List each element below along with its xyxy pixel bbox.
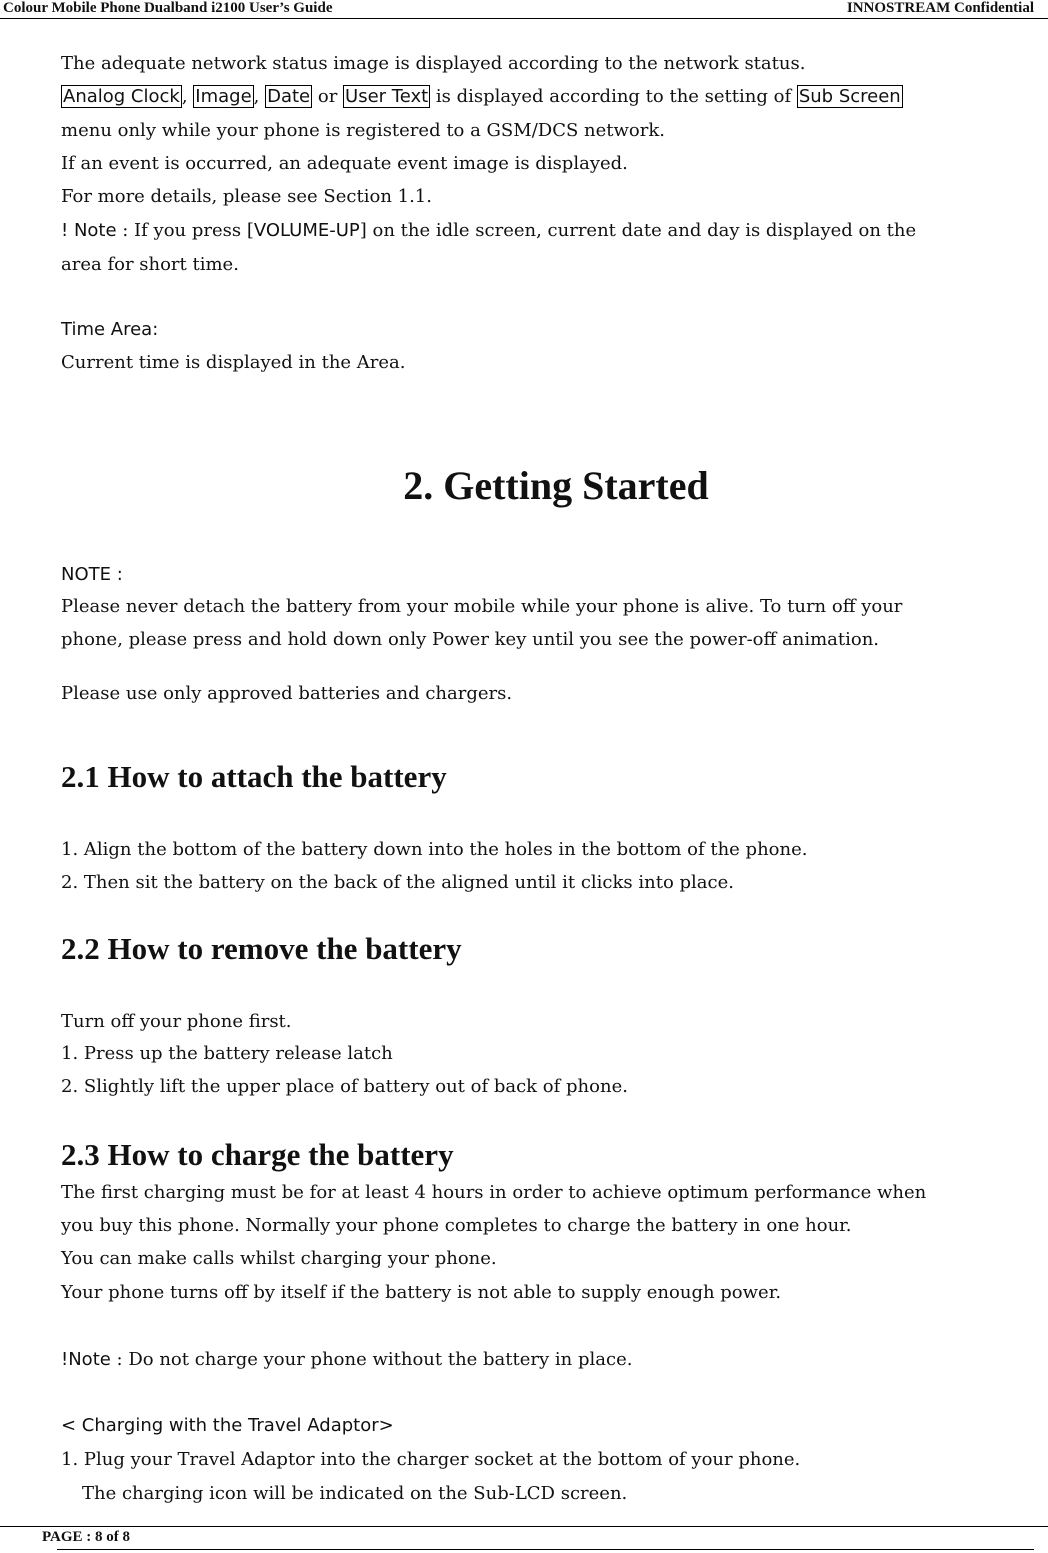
s23-line-4: Your phone turns off by itself if the battery is not able to supply enough power. [61, 1282, 782, 1303]
s23-note-label: !Note [61, 1349, 111, 1370]
note-block-line-1: Please never detach the battery from your mobile while your phone is alive. To turn off your [61, 596, 903, 617]
s23-note: !Note : Do not charge your phone without the battery in place. [61, 1349, 633, 1370]
s23-line-3: You can make calls whilst charging your phone. [61, 1248, 497, 1269]
note-block-line-2: phone, please press and hold down only Power key until you see the power-off animation. [61, 629, 880, 650]
intro-line-4: If an event is occurred, an adequate event image is displayed. [61, 153, 628, 174]
s22-line-2: 1. Press up the battery release latch [61, 1043, 393, 1064]
s23-line-1: The first charging must be for at least 4 hours in order to achieve optimum performance when [61, 1182, 927, 1203]
adaptor-heading: < Charging with the Travel Adaptor> [61, 1415, 394, 1436]
s22-line-1: Turn off your phone first. [61, 1011, 292, 1032]
intro-note-cont: area for short time. [61, 254, 239, 275]
s21-line-2: 2. Then sit the battery on the back of the aligned until it clicks into place. [61, 872, 734, 893]
page-header [0, 0, 1048, 19]
adaptor-line-1: 1. Plug your Travel Adaptor into the charger socket at the bottom of your phone. [61, 1449, 801, 1470]
s23-line-2: you buy this phone. Normally your phone completes to charge the battery in one hour. [61, 1215, 852, 1236]
intro-line-5: For more details, please see Section 1.1. [61, 186, 432, 207]
adaptor-line-2: The charging icon will be indicated on the Sub-LCD screen. [82, 1483, 628, 1504]
header-confidential: INNOSTREAM Confidential [846, 0, 1034, 16]
intro-line-2: Analog Clock , Image , Date or User Text is displayed according to the setting of Sub Screen [63, 86, 901, 107]
page-number: PAGE : 8 of 8 [42, 1529, 131, 1545]
intro-line-1: The adequate network status image is displayed according to the network status. [61, 53, 806, 74]
section-2-1-title: 2.1 How to attach the battery [61, 759, 447, 794]
option-date: Date [267, 86, 311, 107]
option-image: Image [195, 86, 252, 107]
note-label: ! Note [61, 220, 117, 241]
section-2-3-title: 2.3 How to charge the battery [61, 1137, 454, 1172]
s21-line-1: 1. Align the bottom of the battery down into the holes in the bottom of the phone. [61, 839, 808, 860]
volume-up-key: VOLUME-UP [253, 220, 360, 241]
chapter-title: 2. Getting Started [403, 463, 709, 508]
page-footer [0, 1526, 1048, 1553]
footer-rule [57, 1549, 1034, 1550]
option-user-text: User Text [345, 86, 429, 107]
s22-line-3: 2. Slightly lift the upper place of battery out of back of phone. [61, 1076, 628, 1097]
note-block-line-3: Please use only approved batteries and chargers. [61, 683, 513, 704]
header-title: Colour Mobile Phone Dualband i2100 User’s Guide [3, 0, 333, 16]
time-area-text: Current time is displayed in the Area. [61, 352, 406, 373]
section-2-2-title: 2.2 How to remove the battery [61, 931, 462, 966]
note-block-label: NOTE : [61, 564, 123, 585]
time-area-heading: Time Area: [61, 319, 159, 340]
intro-line-3: menu only while your phone is registered to a GSM/DCS network. [61, 120, 665, 141]
intro-note: ! Note : If you press [VOLUME-UP] on the idle screen, current date and day is displayed on the [61, 220, 917, 241]
option-analog-clock: Analog Clock [63, 86, 180, 107]
option-sub-screen: Sub Screen [798, 86, 901, 107]
